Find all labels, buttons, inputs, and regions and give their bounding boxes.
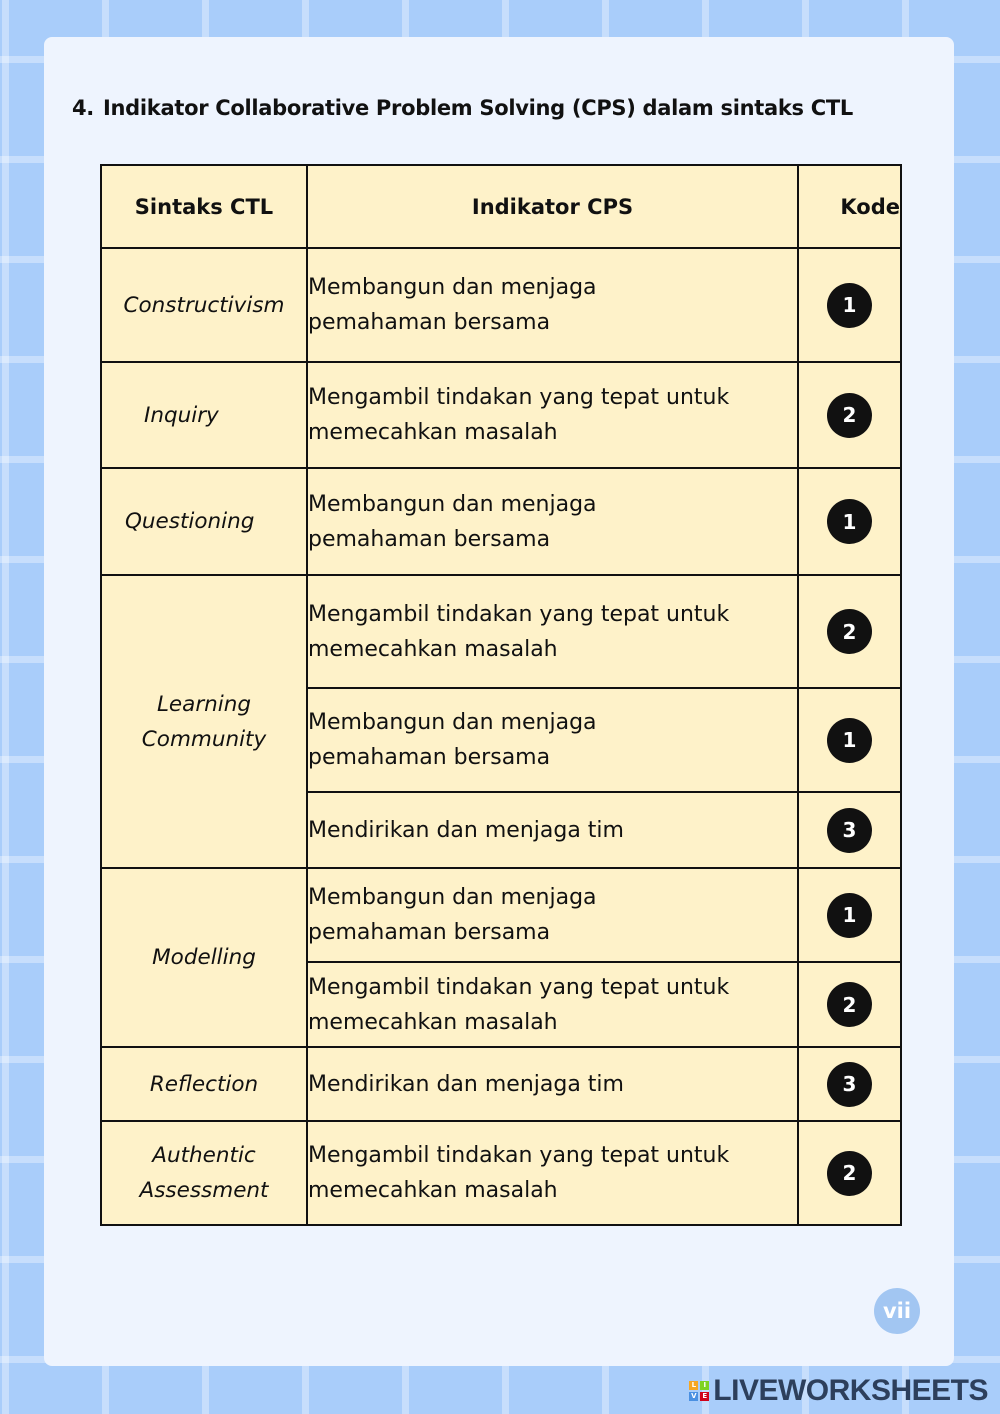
logo-tile: E	[700, 1392, 709, 1401]
indicator-line: memecahkan masalah	[308, 636, 558, 662]
indicator-cell	[307, 468, 798, 575]
indicator-line: Membangun dan menjaga	[308, 491, 597, 517]
liveworksheets-logo-icon	[689, 1381, 709, 1401]
code-badge: 1	[827, 283, 872, 328]
indicator-cell	[307, 868, 798, 962]
code-badge: 1	[827, 893, 872, 938]
syntax-cell: Reflection	[101, 1047, 307, 1121]
indicator-cell	[307, 362, 798, 468]
indicator-cell	[307, 962, 798, 1047]
liveworksheets-text: LIVEWORKSHEETS	[713, 1374, 988, 1407]
code-cell	[798, 362, 901, 468]
code-cell	[798, 962, 901, 1047]
table-row	[101, 248, 901, 362]
cps-indicator-table	[100, 164, 902, 1226]
indicator-cell	[307, 1047, 798, 1121]
section-title: Indikator Collaborative Problem Solving (CPS) dalam sintaks CTL	[103, 96, 853, 120]
code-badge: 3	[827, 808, 872, 853]
code-cell	[798, 248, 901, 362]
syntax-cell: Constructivism	[101, 248, 307, 362]
logo-tile: L	[689, 1381, 698, 1390]
code-badge: 3	[827, 1062, 872, 1107]
syntax-cell: Learning Community	[101, 575, 307, 868]
header-indikator-cps: Indikator CPS	[307, 165, 798, 248]
logo-tile: I	[700, 1381, 709, 1390]
indicator-line: pemahaman bersama	[308, 920, 551, 945]
code-badge: 2	[827, 1151, 872, 1196]
code-cell	[798, 468, 901, 575]
indicator-line: Mendirikan dan menjaga tim	[308, 1071, 624, 1097]
table-row	[101, 1121, 901, 1225]
indicator-cell	[307, 688, 798, 792]
code-cell	[798, 868, 901, 962]
code-cell	[798, 1121, 901, 1225]
table-row	[101, 362, 901, 468]
indicator-line: pemahaman bersama	[308, 745, 551, 770]
indicator-line: Membangun dan menjaga	[308, 885, 597, 910]
indicator-cell	[307, 248, 798, 362]
logo-tile: V	[691, 1392, 697, 1400]
code-badge: 1	[827, 718, 872, 763]
page-number-badge: vii	[874, 1288, 920, 1334]
code-cell	[798, 575, 901, 688]
header-sintaks-ctl: Sintaks CTL	[101, 165, 307, 248]
syntax-cell: Questioning	[101, 468, 307, 575]
code-badge: 2	[827, 982, 872, 1027]
indicator-line: Membangun dan menjaga	[308, 710, 597, 735]
liveworksheets-watermark	[689, 1374, 988, 1408]
section-number: 4.	[72, 96, 94, 120]
table-header-row	[101, 165, 901, 248]
code-cell	[798, 1047, 901, 1121]
code-badge: 1	[827, 499, 872, 544]
header-kode: Kode	[798, 165, 901, 248]
indicator-line: pemahaman bersama	[308, 526, 551, 552]
indicator-cell	[307, 1121, 798, 1225]
code-cell	[798, 792, 901, 868]
indicator-line: Mengambil tindakan yang tepat untuk	[308, 974, 730, 1000]
indicator-line: Membangun dan menjaga	[308, 275, 597, 300]
indicator-line: Mendirikan dan menjaga tim	[308, 817, 624, 843]
section-heading	[72, 96, 952, 120]
indicator-line: memecahkan masalah	[308, 1178, 558, 1203]
indicator-line: Mengambil tindakan yang tepat untuk	[308, 385, 730, 410]
code-badge: 2	[827, 393, 872, 438]
syntax-cell: Authentic Assessment	[101, 1121, 307, 1225]
syntax-cell: Inquiry	[101, 362, 307, 468]
table-row	[101, 468, 901, 575]
code-badge: 2	[827, 609, 872, 654]
indicator-line: Mengambil tindakan yang tepat untuk	[308, 601, 730, 627]
indicator-cell	[307, 792, 798, 868]
table-row	[101, 868, 901, 962]
indicator-line: pemahaman bersama	[308, 310, 551, 335]
syntax-cell: Modelling	[101, 868, 307, 1047]
table-row	[101, 1047, 901, 1121]
table-row	[101, 575, 901, 688]
code-cell	[798, 688, 901, 792]
indicator-line: memecahkan masalah	[308, 420, 558, 445]
indicator-line: Mengambil tindakan yang tepat untuk	[308, 1143, 730, 1168]
indicator-line: memecahkan masalah	[308, 1009, 558, 1035]
indicator-cell	[307, 575, 798, 688]
